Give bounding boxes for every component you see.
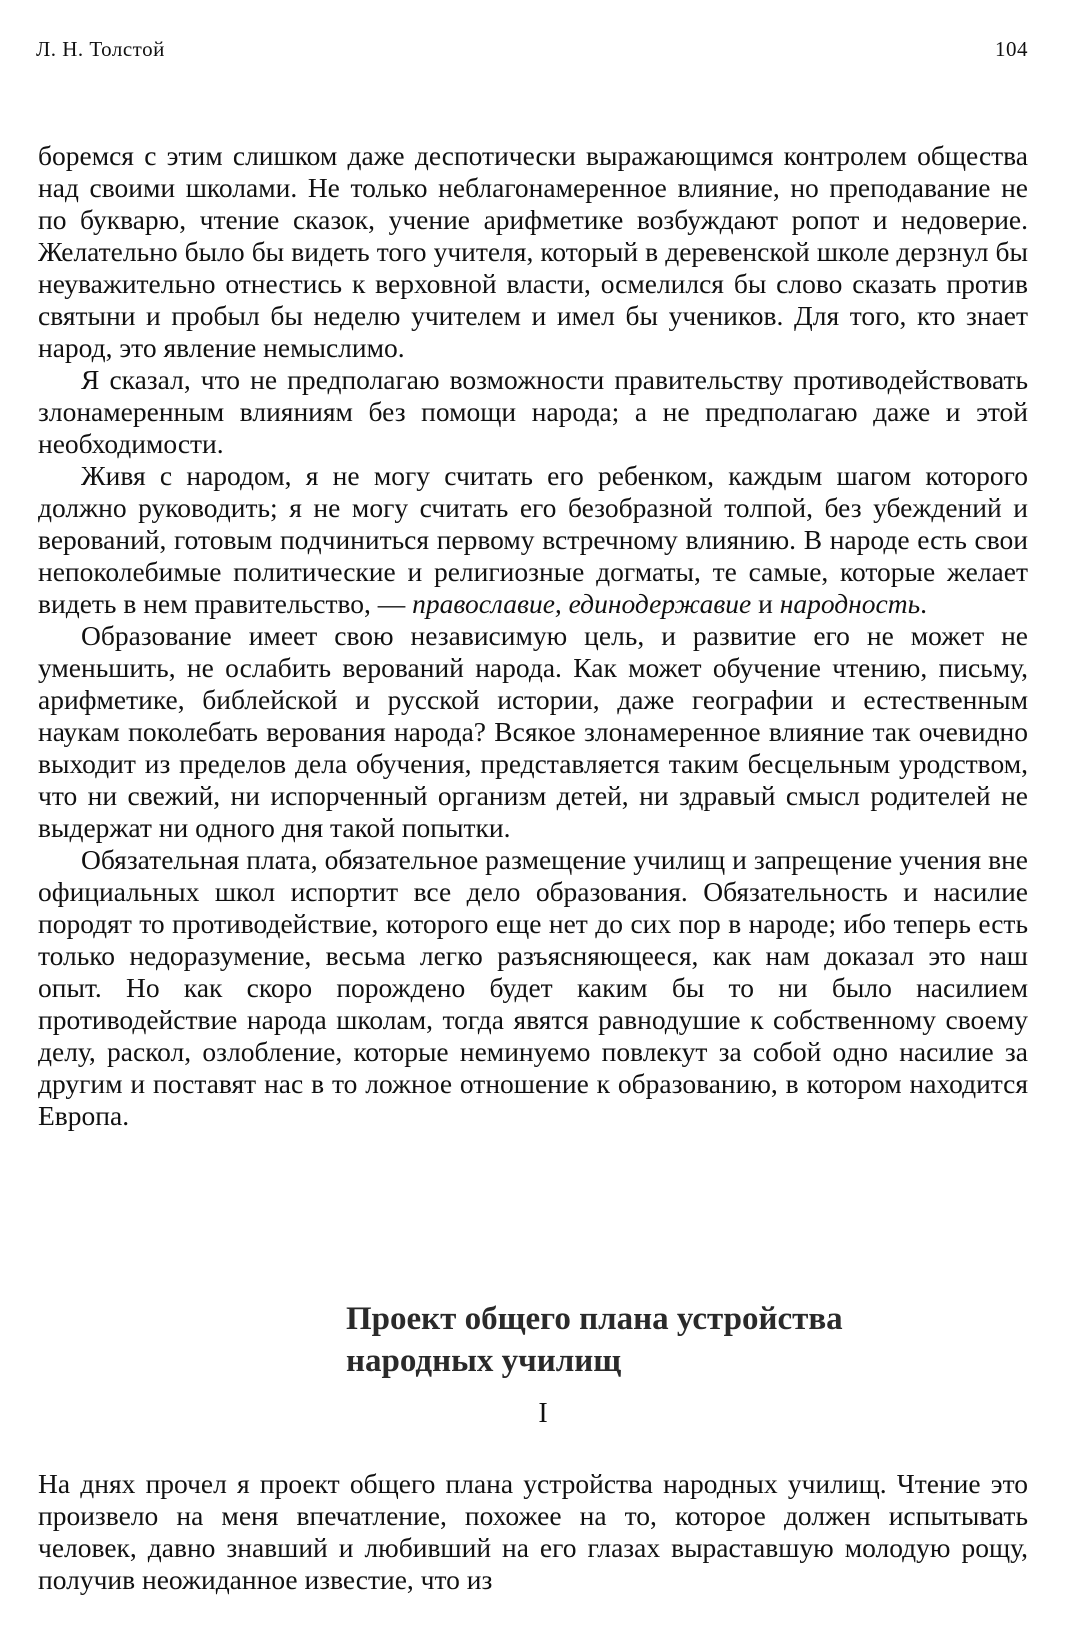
- section-title-line-1: Проект общего плана устройства: [346, 1301, 843, 1337]
- paragraph-3: [38, 460, 1028, 620]
- paragraph-3-text-before: Живя с народом, я не могу считать его ребенком, каждым шагом которого должно руководить; я не могу считать его безобразной толпой, без убеждений и верований, готовым подчиниться первому встречному влиянию. В народе есть свои непоколебимые политические и религиозные догматы, те самые, которые желает видеть в нем правительство, —: [38, 460, 1028, 619]
- paragraph-3-italic-1: православие, единодержавие: [412, 588, 752, 619]
- paragraph-3-italic-2: народность: [779, 588, 921, 619]
- section-paragraph-1: На днях прочел я проект общего плана устройства народных училищ. Чтение это произвело на меня впечатление, похожее на то, которое должен испытывать человек, давно знавший и любивший на его глазах выраставшую молодую рощу, получив неожиданное известие, что из: [38, 1468, 1028, 1595]
- paragraph-2: Я сказал, что не предполагаю возможности правительству противодействовать злонамеренным влияниям без помощи народа; а не предполагаю даже и этой необходимости.: [38, 364, 1028, 459]
- running-header: [36, 37, 1028, 67]
- section-number-label: I: [538, 1398, 548, 1429]
- main-text-block: [38, 140, 1028, 1132]
- running-header-author: Л. Н. Толстой: [36, 37, 165, 61]
- paragraph-3-text-mid: и: [751, 588, 780, 619]
- paragraph-4: Образование имеет свою независимую цель, и развитие его не может не уменьшить, не ослабить верований народа. Как может обучение чтению, письму, арифметике, библейской и русской истории, даже географии и естественным наукам поколебать верования народа? Всякое злонамеренное влияние так очевидно выходит из пределов дела обучения, представляется таким бесцельным уродством, что ни свежий, ни испорченный организм детей, ни здравый смысл родителей не выдержат ни одного дня такой попытки.: [38, 620, 1028, 843]
- section-title: [346, 1298, 966, 1382]
- section-title-line-2: народных училищ: [346, 1343, 622, 1379]
- paragraph-5: Обязательная плата, обязательное размещение училищ и запрещение учения вне официальных школ испортит все дело образования. Обязательность и насилие породят то противодействие, которого еще нет до сих пор в народе; ибо теперь есть только недоразумение, весьма легко разъясняющееся, как нам доказал это наш опыт. Но как скоро порождено будет каким бы то ни было насилием противодействие народа школам, тогда явятся равнодушие к собственному своему делу, раскол, озлобление, которые неминуемо повлекут за собой одно насилие за другим и поставят нас в то ложное отношение к образованию, в котором находится Европа.: [38, 844, 1028, 1131]
- paragraph-1: боремся с этим слишком даже деспотически выражающимся контролем общества над своими школами. Не только неблагонамеренное влияние, но преподавание не по букварю, чтение сказок, учение арифметике возбуждают ропот и недоверие. Желательно было бы видеть того учителя, который в деревенской школе дерзнул бы неуважительно отнестись к верховной власти, осмелился бы слово сказать против святыни и пробыл бы неделю учителем и имел бы учеников. Для того, кто знает народ, это явление немыслимо.: [38, 140, 1028, 363]
- section-text-block: [38, 1468, 1028, 1596]
- section-number: [0, 1398, 1066, 1430]
- page-number: 104: [995, 37, 1028, 61]
- paragraph-3-text-after: .: [920, 588, 928, 619]
